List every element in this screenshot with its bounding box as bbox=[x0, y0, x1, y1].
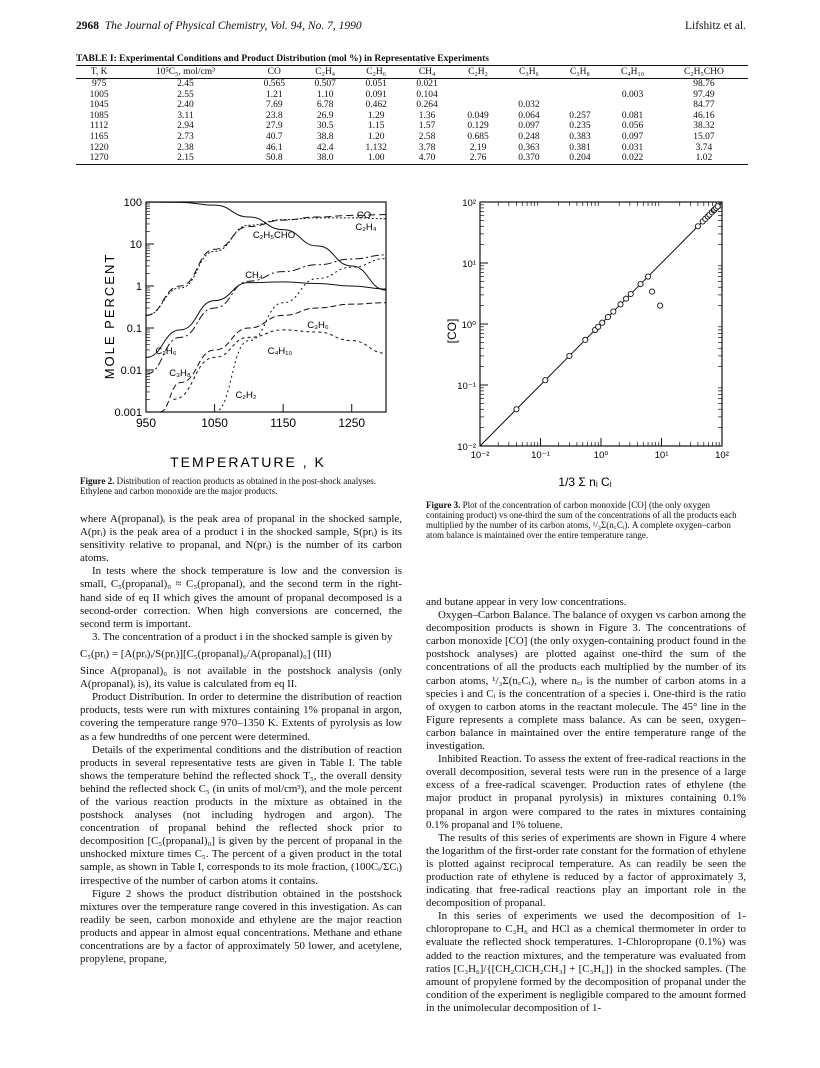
table-cell: 0.204 bbox=[554, 153, 605, 164]
page-number: 2968 bbox=[76, 20, 99, 32]
column-header: C₂H₂ bbox=[453, 66, 504, 79]
table-cell: 1.02 bbox=[660, 153, 748, 164]
table-cell: 1.132 bbox=[365, 142, 387, 153]
table-cell: 0.049 bbox=[467, 110, 489, 121]
column-header: CO bbox=[249, 66, 300, 79]
fig2-series-line bbox=[146, 282, 386, 357]
table-cell: 2.55 bbox=[177, 89, 194, 100]
column-header: CH₄ bbox=[402, 66, 453, 79]
paragraph: In this series of experiments we used the decomposition of 1-chloropropane to C₃H₆ and HCl as a chemical thermometer in order to evaluate the reflected shock temperatures. 1-Chloropropane (0.1%) was added to the reaction mixtures, and the temperature was evaluated from ratios [C₃H₆]/{[CH₂ClCH₂CH₃] + [C₃H₆]} in the shocked samples. (The amount of propylene formed by the decomposition of propanal under the condition of the experiment is negligible compared to the amount formed in the unimolecular decomposition of 1- bbox=[426, 910, 746, 1014]
fig2-series-line bbox=[146, 255, 386, 374]
table-cell: 0.097 bbox=[518, 121, 540, 132]
results-table bbox=[76, 65, 748, 165]
column-header: C₂H₅CHO bbox=[660, 66, 748, 79]
fig2-series-label: CO bbox=[356, 210, 372, 221]
table-cell: 84.77 bbox=[693, 100, 715, 111]
fig3-data-point bbox=[695, 224, 700, 229]
table-cell: 0.383 bbox=[569, 131, 591, 142]
table-cell: 27.9 bbox=[265, 121, 283, 132]
figure-3-caption: Figure 3. Plot of the concentration of carbon monoxide [CO] (the only oxygen containing product) vs one-third the sum of the concentrations of all the products each multiplied by the number of its carbon atoms, ¹/₃Σ(n꜀Cᵢ). A complete oxygen–carbon atom balance is maintained over the entire temperature range. bbox=[426, 500, 737, 540]
table-cell: 0.021 bbox=[416, 79, 438, 89]
table-cell: 2.15 bbox=[122, 153, 249, 164]
table-cell: 2.94 bbox=[177, 121, 194, 132]
table-cell: 3.11 bbox=[177, 110, 194, 121]
table-cell: 1.20 bbox=[367, 131, 385, 142]
table-cell: 0.091 bbox=[365, 89, 387, 100]
figure-3-chart bbox=[440, 196, 730, 492]
fig3-data-point bbox=[514, 407, 519, 412]
table-cell: 1.57 bbox=[418, 121, 436, 132]
table-cell: 0.003 bbox=[621, 89, 644, 100]
table-cell: 0.363 bbox=[518, 142, 540, 153]
fig3-data-point bbox=[715, 204, 720, 209]
fig3-data-point bbox=[658, 303, 663, 308]
paragraph: Product Distribution. In order to determine the distribution of reaction products, tests were run with mixtures containing 1% propanal in argon, covering the temperature range 970–1350 K. Extents of pyrolysis as low as a few hundredths of one percent were determined. bbox=[80, 691, 402, 743]
table-cell: 3.74 bbox=[695, 142, 713, 153]
table-cell: 0.104 bbox=[416, 89, 438, 100]
fig3-y-tick-label: 10⁻² bbox=[457, 442, 476, 453]
table-row bbox=[76, 100, 748, 111]
fig3-x-tick-label: 10⁻¹ bbox=[531, 450, 550, 461]
paragraph: Inhibited Reaction. To assess the extent of free-radical reactions in the overall decomposition, several tests were run in the presence of a large excess of a free-radical scavenger. Production rates of ethylene (the major product in propanal pyrolysis) in mixtures containing 0.1% propanal in argon were compared to the rates in mixtures containing 0.1% propanal and 1% toluene. bbox=[426, 753, 746, 831]
fig2-series-line bbox=[215, 259, 386, 412]
table-cell bbox=[504, 79, 555, 90]
journal-title: The Journal of Physical Chemistry, Vol. 94, No. 7, 1990 bbox=[104, 20, 362, 32]
table-cell: 0.032 bbox=[518, 100, 540, 111]
running-authors: Lifshitz et al. bbox=[685, 20, 746, 32]
fig3-y-tick-label: 10⁰ bbox=[461, 320, 476, 331]
table-row bbox=[76, 143, 748, 154]
fig2-x-axis-label: TEMPERATURE , K bbox=[170, 454, 326, 470]
table-cell: 1165 bbox=[89, 131, 109, 142]
table-cell: 1.10 bbox=[316, 89, 334, 100]
fig2-x-tick-label: 950 bbox=[135, 416, 157, 430]
table-cell: 1270 bbox=[76, 153, 122, 164]
table-cell: 0.064 bbox=[518, 110, 540, 121]
table-cell: 0.248 bbox=[518, 131, 540, 142]
table-row bbox=[76, 90, 748, 101]
fig3-data-point bbox=[567, 353, 572, 358]
paragraph: Figure 2 shows the product distribution obtained in the postshock mixtures over the temperature range covered in this investigation. As can readily be seen, carbon monoxide and ethylene are the major reaction products and appear in almost equal concentrations. Methane and ethane concentrations are by a factor of approximately 50 lower, and acetylene, propylene, propane, bbox=[80, 887, 402, 966]
column-header: T, K bbox=[76, 66, 122, 79]
fig2-y-axis-label: MOLE PERCENT bbox=[102, 252, 117, 380]
fig2-y-tick-label: 0.1 bbox=[126, 323, 142, 335]
fig3-data-point bbox=[611, 309, 616, 314]
fig3-y-tick-label: 10² bbox=[462, 198, 476, 209]
paragraph: In tests where the shock temperature is low and the conversion is small, C₅(propanal)₀ ≈ C₅(propanal), and the second term in the right-hand side of eq II which gives the amount of propanal decomposed is a second-order correction. When high conversions are concerned, the second term is important. bbox=[80, 565, 402, 630]
table-cell: 38.8 bbox=[316, 131, 334, 142]
fig2-x-tick-label: 1250 bbox=[338, 416, 366, 430]
fig3-data-point bbox=[638, 282, 643, 287]
table-cell: 7.69 bbox=[265, 100, 283, 111]
table-cell: 97.49 bbox=[693, 89, 715, 100]
table-cell bbox=[554, 100, 605, 111]
fig2-series-label: C₃H₈ bbox=[169, 368, 191, 379]
table-cell: 0.056 bbox=[621, 121, 644, 132]
fig3-data-point bbox=[583, 337, 588, 342]
table-cell: 15.07 bbox=[693, 131, 715, 142]
fig3-data-point bbox=[645, 274, 650, 279]
table-cell: 23.8 bbox=[265, 110, 283, 121]
table-cell: 0.381 bbox=[569, 142, 591, 153]
table-cell: 42.4 bbox=[316, 142, 334, 153]
table-cell: 2.73 bbox=[177, 131, 194, 142]
fig3-data-point bbox=[650, 289, 655, 294]
table-cell: 0.257 bbox=[569, 110, 591, 121]
column-header: C₂H₆ bbox=[351, 66, 402, 79]
table-cell: 2.38 bbox=[177, 142, 194, 153]
table-cell bbox=[605, 79, 659, 90]
fig2-series-label: CH₄ bbox=[245, 270, 263, 281]
table-cell: 30.5 bbox=[316, 121, 334, 132]
table-cell: 0.081 bbox=[621, 110, 644, 121]
fig3-data-point bbox=[624, 296, 629, 301]
fig3-data-point bbox=[618, 302, 623, 307]
table-cell: 2.76 bbox=[453, 153, 504, 164]
table-cell: 0.235 bbox=[569, 121, 591, 132]
fig3-x-tick-label: 10² bbox=[715, 450, 729, 461]
fig3-x-tick-label: 10⁰ bbox=[593, 450, 609, 461]
table-cell: 6.78 bbox=[316, 100, 334, 111]
fig3-x-tick-label: 10¹ bbox=[654, 450, 669, 461]
table-cell: 26.9 bbox=[316, 110, 334, 121]
fig3-y-axis-label: [CO] bbox=[445, 318, 459, 344]
table-cell: 0.685 bbox=[467, 131, 489, 142]
table-row bbox=[76, 121, 748, 132]
right-column bbox=[426, 596, 746, 1015]
fig2-series-line bbox=[173, 330, 386, 399]
table-cell: 50.8 bbox=[249, 153, 300, 164]
table-cell: 40.7 bbox=[265, 131, 283, 142]
fig2-y-tick-label: 100 bbox=[123, 197, 142, 209]
table-row bbox=[76, 111, 748, 122]
table-row bbox=[76, 153, 748, 164]
figure-2-chart bbox=[96, 196, 406, 472]
table-cell: 975 bbox=[91, 79, 107, 89]
fig3-y-tick-label: 10⁻¹ bbox=[457, 381, 476, 392]
table-cell: 1.00 bbox=[351, 153, 402, 164]
fig3-data-point bbox=[543, 378, 548, 383]
fig2-series-label: C₃H₆ bbox=[307, 320, 329, 331]
table-row bbox=[76, 79, 748, 90]
table-cell bbox=[453, 79, 504, 90]
column-header: C₄H₁₀ bbox=[605, 66, 659, 79]
table-cell bbox=[453, 100, 504, 111]
table-cell: 38.0 bbox=[300, 153, 351, 164]
column-header: C₃H₈ bbox=[554, 66, 605, 79]
column-header: C₃H₆ bbox=[504, 66, 555, 79]
fig3-data-point bbox=[596, 324, 601, 329]
column-header: 10⁵C₅, mol/cm³ bbox=[122, 66, 249, 79]
table-cell: 0.097 bbox=[621, 131, 644, 142]
table-cell: 4.70 bbox=[402, 153, 453, 164]
table-cell: 2.58 bbox=[418, 131, 436, 142]
fig2-y-tick-label: 0.001 bbox=[114, 407, 142, 419]
fig3-x-axis-label: 1/3 Σ nᵢ Cᵢ bbox=[558, 475, 612, 489]
fig3-data-point bbox=[600, 320, 605, 325]
fig3-x-tick-label: 10⁻² bbox=[470, 450, 490, 461]
table-cell: 1.15 bbox=[367, 121, 385, 132]
table-cell: 0.051 bbox=[365, 79, 387, 89]
table-cell: 1005 bbox=[89, 89, 109, 100]
fig2-y-tick-label: 0.01 bbox=[120, 365, 142, 377]
table-cell: 1.21 bbox=[265, 89, 283, 100]
paragraph: 3. The concentration of a product i in the shocked sample is given by bbox=[92, 630, 393, 643]
table-cell bbox=[453, 90, 504, 101]
paragraph: where A(propanal)ᵢ is the peak area of propanal in the shocked sample, A(prᵢ) is the peak area of a product i in the shocked sample, S(prᵢ) is its sensitivity relative to propanal, and N(prᵢ) is the number of its carbon atoms. bbox=[80, 513, 402, 565]
table-cell: 1045 bbox=[89, 100, 109, 111]
table-cell: 1.29 bbox=[367, 110, 385, 121]
table-cell: 0.507 bbox=[314, 79, 336, 89]
table-cell bbox=[504, 90, 555, 101]
table-cell: 38.32 bbox=[693, 121, 715, 132]
table-cell: 3.78 bbox=[418, 142, 436, 153]
table-cell: 0.031 bbox=[621, 142, 644, 153]
paragraph: and butane appear in very low concentrations. bbox=[426, 596, 627, 608]
fig3-series bbox=[480, 202, 722, 446]
column-header: C₂H₄ bbox=[300, 66, 351, 79]
table-cell: 2.19 bbox=[469, 142, 487, 153]
table-cell: 1220 bbox=[89, 142, 109, 153]
fig2-y-tick-label: 10 bbox=[129, 239, 142, 251]
table-row bbox=[76, 132, 748, 143]
table-cell bbox=[554, 79, 605, 90]
table-caption: TABLE I: Experimental Conditions and Product Distribution (mol %) in Representative Experiments bbox=[76, 54, 489, 64]
paragraph: Oxygen–Carbon Balance. The balance of oxygen vs carbon among the decomposition products is shown in Figure 3. The concentrations of carbon monoxide [CO] (the only oxygen-containing product found in the postshock analyses) are plotted against one-third the sum of the concentrations of all the products each multiplied by the number of its carbon atoms, ¹/₃Σ(n꜀Cᵢ), where n꜀ᵢ is the number of carbon atoms in a species i and Cᵢ is the concentration of a species i. One-third is the ratio of oxygen to carbon atoms in the reactant molecule. The 45° line in the Figure represents a complete mass balance. As can be seen, oxygen–carbon balance in maintained over the entire temperature range of the investigation. bbox=[426, 609, 746, 753]
equation-iii: C₅(prᵢ) = [A(prᵢ)ᵢ/S(prᵢ)][C₅(propanal)₀/A(propanal)₀] (III) bbox=[80, 647, 332, 660]
fig3-data-point bbox=[605, 314, 610, 319]
table-cell: 1085 bbox=[89, 110, 109, 121]
fig2-series-label: C₂H₅CHO bbox=[252, 230, 296, 241]
fig2-series-label: C₂H₆ bbox=[155, 346, 177, 357]
fig3-data-point bbox=[628, 291, 633, 296]
table-cell bbox=[554, 90, 605, 101]
fig2-series bbox=[146, 202, 386, 412]
fig2-series-label: C₂H₄ bbox=[355, 222, 377, 233]
table-cell: 0.022 bbox=[605, 153, 659, 164]
fig2-series-label: C₄H₁₀ bbox=[267, 346, 293, 357]
fig3-y-tick-label: 10¹ bbox=[462, 259, 476, 270]
table-cell bbox=[605, 100, 659, 111]
fig2-series-label: C₂H₂ bbox=[235, 390, 257, 401]
table-cell: 0.370 bbox=[504, 153, 555, 164]
table-cell: 46.1 bbox=[265, 142, 283, 153]
table-cell: 0.264 bbox=[416, 100, 438, 111]
fig2-x-tick-label: 1150 bbox=[270, 416, 297, 430]
paragraph: The results of this series of experiments are shown in Figure 4 where the logarithm of the first-order rate constant for the formation of ethylene is plotted against reciprocal temperature. As can readily be seen the production rate of ethylene is reduced by a factor of approximately 3, indicating that free-radical reactions play an important role in the decomposition of propanal. bbox=[426, 831, 746, 910]
table-cell: 1112 bbox=[89, 121, 109, 132]
table-cell: 2.45 bbox=[177, 79, 194, 89]
paragraph: Details of the experimental conditions and the distribution of reaction products in several representative tests are given in Table I. The table shows the temperature behind the reflected shock T₅, the overall density behind the reflected shock C₅ (in units of mol/cm³), and the mole percent of the various reaction products in the mixture as obtained in the postshock analyses (not including hydrogen and argon). The concentration of propanal behind the reflected shock prior to decomposition [C₅(propanal)₀] is given by the percent of propanal in the unshocked mixture times C₅. The percent of a given product in the total sample, as shown in Table I, corresponds to its mole fraction, (100Cᵢ/ΣCᵢ) irrespective of the number of carbon atoms it contains. bbox=[80, 743, 402, 887]
table-cell: 1.36 bbox=[418, 110, 436, 121]
table-body bbox=[76, 79, 748, 165]
fig2-x-tick-label: 1050 bbox=[201, 416, 228, 430]
table-cell: 98.76 bbox=[693, 79, 715, 89]
table-cell: 0.565 bbox=[263, 79, 285, 89]
fig2-y-tick-label: 1 bbox=[135, 281, 142, 293]
left-column bbox=[80, 513, 402, 966]
table-header-row bbox=[76, 66, 748, 79]
table-cell: 2.40 bbox=[177, 100, 194, 111]
page-header bbox=[76, 20, 746, 38]
table-cell: 46.16 bbox=[693, 110, 715, 121]
table-cell: 0.462 bbox=[365, 100, 387, 111]
paragraph: Since A(propanal)₀ is not available in the postshock analysis (only A(propanal)ᵢ is), its value is calculated from eq II. bbox=[80, 665, 402, 691]
fig2-series-line bbox=[160, 303, 386, 412]
figure-2-caption: Figure 2. Distribution of reaction products as obtained in the post-shock analyses. Ethylene and carbon monoxide are the major products. bbox=[80, 476, 377, 496]
table-cell: 0.129 bbox=[467, 121, 489, 132]
